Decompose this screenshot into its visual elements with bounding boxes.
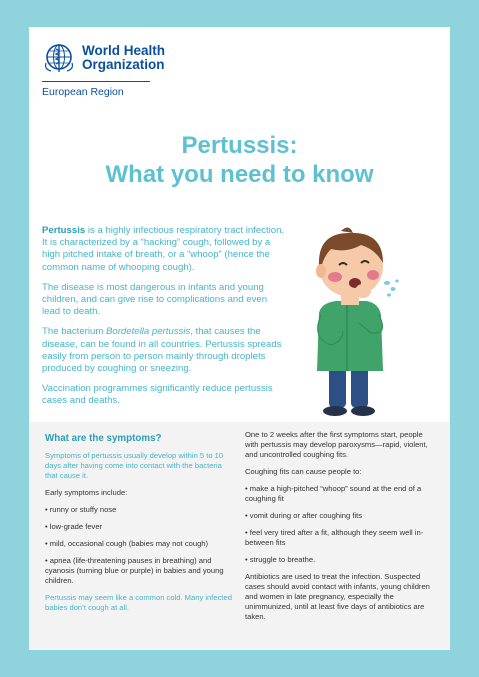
intro-paragraph-2: The disease is most dangerous in infants and young children, and can give rise to complications and even lead to death.: [42, 281, 268, 318]
region-label: European Region: [42, 86, 124, 98]
symptoms-lead: Symptoms of pertussis usually develop within 5 to 10 days after having come into contact with the bacteria that cause it.: [45, 451, 224, 480]
intro-paragraph-3: [42, 326, 285, 375]
who-logo: [42, 41, 182, 75]
org-name-line2: Organization: [82, 57, 165, 72]
page-title: [29, 132, 450, 190]
who-header: [42, 41, 182, 98]
coughing-fit-item: • struggle to breathe.: [245, 555, 316, 564]
header-divider: [42, 81, 150, 82]
coughing-fit-item: • feel very tired after a fit, although they seem well in-between fits: [245, 528, 424, 547]
coughing-fits-label: Coughing fits can cause people to:: [245, 467, 362, 476]
coughing-fit-item: • make a high-pitched “whoop” sound at the end of a coughing fit: [245, 484, 422, 503]
intro-paragraph-4: Vaccination programmes significantly reduce pertussis cases and deaths.: [42, 383, 273, 407]
treatment-text: Antibiotics are used to treat the infection. Suspected cases should avoid contact with infants, young children and women in late pregnancy, especially the unimmunized, until at least five days of antibiotics are taken.: [245, 572, 430, 621]
title-line1: Pertussis:: [181, 132, 298, 159]
early-symptom-item: • low-grade fever: [45, 522, 103, 531]
early-symptoms-label: Early symptoms include:: [45, 488, 128, 497]
early-symptom-item: • apnea (life-threatening pauses in breathing) and cyanosis (turning blue or purple) in babies and young children.: [45, 556, 224, 585]
coughing-fit-item: • vomit during or after coughing fits: [245, 511, 363, 520]
org-name: [82, 44, 165, 72]
early-symptom-item: • runny or stuffy nose: [45, 505, 117, 514]
who-emblem-icon: [42, 41, 76, 75]
intro-p3-text-b: , that causes the disease, can be found in all countries. Pertussis spreads easily from person to person mainly through droplets produced by coughing or sneezing.: [42, 326, 282, 375]
coughing-boy-illustration: [291, 223, 411, 418]
symptoms-panel: [29, 422, 450, 650]
early-symptom-item: • mild, occasional cough (babies may not cough): [45, 539, 209, 548]
intro-keyword: Pertussis: [42, 225, 86, 236]
later-symptoms-text: One to 2 weeks after the first symptoms start, people with pertussis may develop paroxysms—rapid, violent, and uncontrolled coughing fits.: [245, 430, 428, 459]
org-name-line1: World Health: [82, 43, 166, 58]
symptoms-heading: What are the symptoms?: [45, 433, 162, 444]
symptoms-right-column: [245, 430, 435, 629]
symptoms-left-column: [45, 434, 233, 620]
intro-paragraph-1: [42, 225, 285, 274]
common-cold-note: Pertussis may seem like a common cold. Many infected babies don’t cough at all.: [45, 593, 232, 612]
intro-p1-text: is a highly infectious respiratory tract infection. It is characterized by a “hacking” cough, followed by a high pitched intake of breath, or a “whoop” (hence the common name of whooping cough).: [42, 225, 285, 273]
intro-text: [42, 225, 285, 416]
bacterium-name: Bordetella pertussis: [106, 326, 191, 338]
leaflet-page: [29, 27, 450, 650]
title-line2: What you need to know: [105, 161, 374, 188]
intro-p3-text-a: The bacterium: [42, 326, 106, 338]
